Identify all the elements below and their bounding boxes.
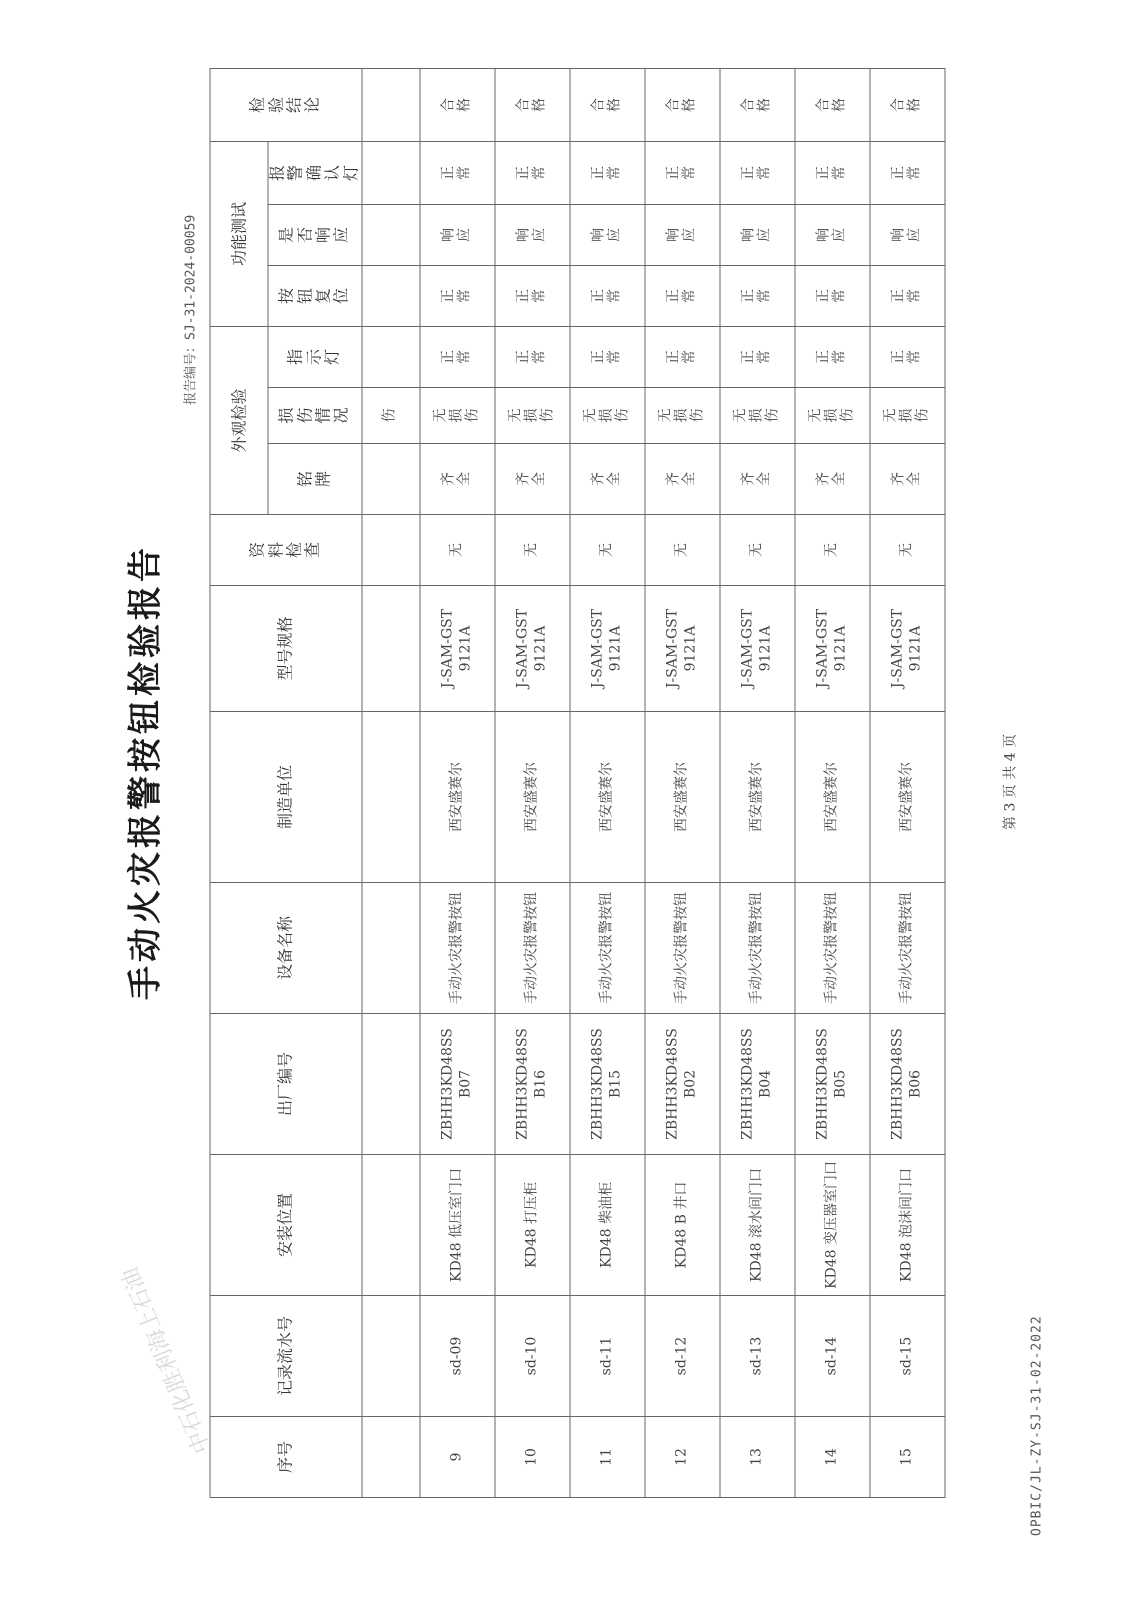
watermark-stamp: 中石化胜利海上石油	[118, 1263, 216, 1457]
cell-reset: 正常	[795, 266, 870, 327]
cell-name: 手动火灾报警按钮	[420, 883, 495, 1014]
cell-model: J-SAM-GST 9121A	[870, 586, 945, 712]
header-seq: 序号	[210, 1417, 362, 1498]
cell-result: 合格	[795, 69, 870, 142]
cell-response: 响应	[645, 205, 720, 266]
cell-record: sd-13	[720, 1296, 795, 1417]
cell-indicator: 正常	[870, 327, 945, 388]
cell-damage: 无损伤	[795, 388, 870, 444]
cell-serial: ZBHH3KD48SS B07	[420, 1014, 495, 1155]
cell-serial: ZBHH3KD48SS B02	[645, 1014, 720, 1155]
cell-seq: 10	[495, 1417, 570, 1498]
cell-indicator: 正常	[645, 327, 720, 388]
header-indicator: 指示灯	[268, 327, 362, 388]
cell-indicator: 正常	[570, 327, 645, 388]
cell-location: KD48 柴油柜	[570, 1155, 645, 1296]
cell-damage: 无损伤	[645, 388, 720, 444]
cell-confirm: 正常	[720, 142, 795, 205]
cell-record: sd-10	[495, 1296, 570, 1417]
cell-response: 响应	[495, 205, 570, 266]
cell-plate: 齐全	[870, 444, 945, 515]
cell-response: 响应	[570, 205, 645, 266]
table-row	[570, 69, 645, 1498]
cell-record: sd-15	[870, 1296, 945, 1417]
cell-location: KD48 滚水间门口	[720, 1155, 795, 1296]
cell-damage: 无损伤	[570, 388, 645, 444]
header-model: 型号规格	[210, 586, 362, 712]
cell-seq: 11	[570, 1417, 645, 1498]
header-confirm: 报警确认灯	[268, 142, 362, 205]
cell-name: 手动火灾报警按钮	[495, 883, 570, 1014]
cell-result: 合格	[420, 69, 495, 142]
cell-serial: ZBHH3KD48SS B16	[495, 1014, 570, 1155]
cell-confirm: 正常	[495, 142, 570, 205]
cell-docs: 无	[870, 515, 945, 586]
cell-plate: 齐全	[645, 444, 720, 515]
cell-response: 响应	[795, 205, 870, 266]
cell-result: 合格	[870, 69, 945, 142]
cell-serial: ZBHH3KD48SS B05	[795, 1014, 870, 1155]
report-number: 报告编号：SJ-31-2024-00059	[183, 214, 199, 405]
cell-reset: 正常	[645, 266, 720, 327]
cell-serial: ZBHH3KD48SS B04	[720, 1014, 795, 1155]
header-serial: 出厂编号	[210, 1014, 362, 1155]
cell-indicator: 正常	[720, 327, 795, 388]
cell-confirm: 正常	[870, 142, 945, 205]
cell-indicator: 正常	[495, 327, 570, 388]
header-response: 是否响应	[268, 205, 362, 266]
cell-manufacturer: 西安盛赛尔	[645, 712, 720, 883]
cell-confirm: 正常	[645, 142, 720, 205]
cell-damage: 无损伤	[495, 388, 570, 444]
cell-reset: 正常	[420, 266, 495, 327]
cell-seq: 13	[720, 1417, 795, 1498]
cell-manufacturer: 西安盛赛尔	[795, 712, 870, 883]
table-row	[645, 69, 720, 1498]
cell-reset: 正常	[570, 266, 645, 327]
cell-reset: 正常	[870, 266, 945, 327]
cell-docs: 无	[720, 515, 795, 586]
cell-name: 手动火灾报警按钮	[570, 883, 645, 1014]
cell-damage: 无损伤	[870, 388, 945, 444]
cell-plate: 齐全	[720, 444, 795, 515]
cell-manufacturer: 西安盛赛尔	[570, 712, 645, 883]
header-result: 检验结论	[210, 69, 362, 142]
cell-model: J-SAM-GST 9121A	[645, 586, 720, 712]
cell-manufacturer: 西安盛赛尔	[495, 712, 570, 883]
cell-result: 合格	[645, 69, 720, 142]
cell-docs: 无	[645, 515, 720, 586]
cell-plate: 齐全	[795, 444, 870, 515]
cell-result: 合格	[720, 69, 795, 142]
cell-manufacturer: 西安盛赛尔	[720, 712, 795, 883]
header-name: 设备名称	[210, 883, 362, 1014]
cell-confirm: 正常	[570, 142, 645, 205]
cell-indicator: 正常	[420, 327, 495, 388]
cell-damage: 无损伤	[720, 388, 795, 444]
table-row	[420, 69, 495, 1498]
cell-confirm: 正常	[795, 142, 870, 205]
table-row-spacer	[362, 69, 420, 1498]
cell-result: 合格	[570, 69, 645, 142]
cell-model: J-SAM-GST 9121A	[420, 586, 495, 712]
cell-response: 响应	[870, 205, 945, 266]
header-plate: 铭牌	[268, 444, 362, 515]
cell-serial: ZBHH3KD48SS B15	[570, 1014, 645, 1155]
cell-reset: 正常	[495, 266, 570, 327]
cell-response: 响应	[720, 205, 795, 266]
cell-docs: 无	[420, 515, 495, 586]
header-manufacturer: 制造单位	[210, 712, 362, 883]
header-function: 功能测试	[210, 142, 268, 327]
cell-response: 响应	[420, 205, 495, 266]
cell-name: 手动火灾报警按钮	[720, 883, 795, 1014]
cell-docs: 无	[570, 515, 645, 586]
cell-location: KD48 变压器室门口	[795, 1155, 870, 1296]
cell-record: sd-14	[795, 1296, 870, 1417]
cell-indicator: 正常	[795, 327, 870, 388]
cell-record: sd-09	[420, 1296, 495, 1417]
cell-name: 手动火灾报警按钮	[795, 883, 870, 1014]
cell-plate: 齐全	[495, 444, 570, 515]
cell-seq: 14	[795, 1417, 870, 1498]
cell-seq: 15	[870, 1417, 945, 1498]
cell-model: J-SAM-GST 9121A	[720, 586, 795, 712]
cell-reset: 正常	[720, 266, 795, 327]
cell-record: sd-12	[645, 1296, 720, 1417]
cell-model: J-SAM-GST 9121A	[495, 586, 570, 712]
header-docs: 资料检查	[210, 515, 362, 586]
cell-name: 手动火灾报警按钮	[645, 883, 720, 1014]
report-title: 手动火灾报警按钮检验报告	[125, 544, 166, 1000]
header-appearance: 外观检验	[210, 327, 268, 515]
cell-location: KD48 低压室门口	[420, 1155, 495, 1296]
spacer-damage: 伤	[362, 388, 420, 444]
cell-manufacturer: 西安盛赛尔	[870, 712, 945, 883]
cell-name: 手动火灾报警按钮	[870, 883, 945, 1014]
cell-seq: 9	[420, 1417, 495, 1498]
cell-result: 合格	[495, 69, 570, 142]
cell-location: KD48 B 井口	[645, 1155, 720, 1296]
page-footer: 第 3 页 共 4 页	[1002, 733, 1019, 830]
document-code: OPBIC/JL-ZY-SJ-31-02-2022	[1029, 1315, 1045, 1536]
cell-manufacturer: 西安盛赛尔	[420, 712, 495, 883]
cell-docs: 无	[795, 515, 870, 586]
table-row	[795, 69, 870, 1498]
header-location: 安装位置	[210, 1155, 362, 1296]
cell-serial: ZBHH3KD48SS B06	[870, 1014, 945, 1155]
cell-damage: 无损伤	[420, 388, 495, 444]
table-row	[720, 69, 795, 1498]
cell-model: J-SAM-GST 9121A	[570, 586, 645, 712]
cell-docs: 无	[495, 515, 570, 586]
cell-record: sd-11	[570, 1296, 645, 1417]
cell-confirm: 正常	[420, 142, 495, 205]
header-record: 记录流水号	[210, 1296, 362, 1417]
cell-location: KD48 打压柜	[495, 1155, 570, 1296]
inspection-table	[210, 68, 946, 1498]
cell-model: J-SAM-GST 9121A	[795, 586, 870, 712]
table-row	[495, 69, 570, 1498]
header-reset: 按钮复位	[268, 266, 362, 327]
cell-location: KD48 泡沫间门口	[870, 1155, 945, 1296]
cell-seq: 12	[645, 1417, 720, 1498]
header-damage: 损伤情况	[268, 388, 362, 444]
cell-plate: 齐全	[420, 444, 495, 515]
cell-plate: 齐全	[570, 444, 645, 515]
table-row	[870, 69, 945, 1498]
